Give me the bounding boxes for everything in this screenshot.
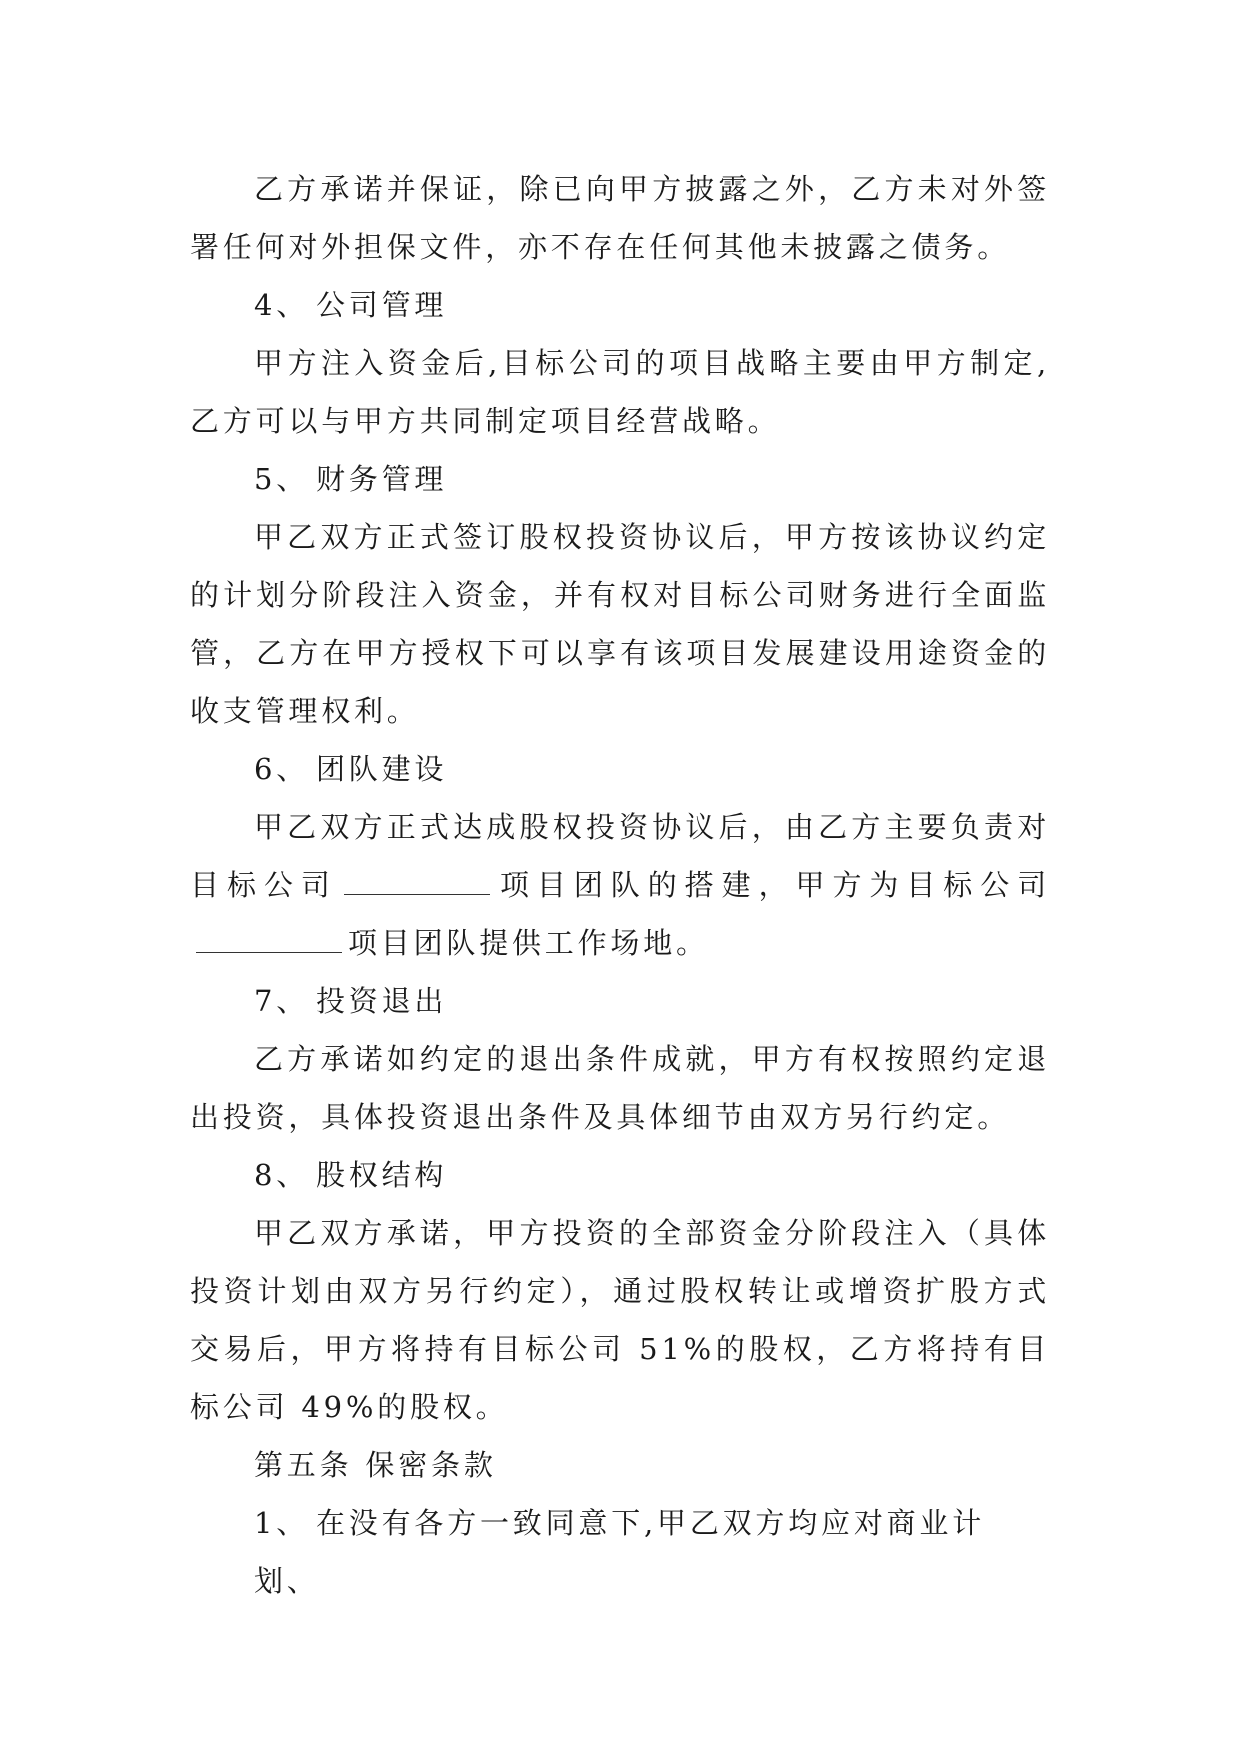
paragraph-equity-structure: 甲乙双方承诺，甲方投资的全部资金分阶段注入（具体投资计划由双方另行约定），通过股权转让或增资扩股方式交易后，甲方将持有目标公司 51%的股权，乙方将持有目标公司 49%的股权。: [190, 1216, 1050, 1424]
section-heading-company-management: [190, 276, 1050, 334]
section-title: 公司管理: [316, 288, 448, 322]
document-body: [190, 160, 1050, 1610]
section-heading-equity-structure: [190, 1146, 1050, 1204]
section-heading-financial-management: [190, 450, 1050, 508]
team-text-part-1: 甲乙双方正式达成股权投资协议后，由乙方主要负责对目标公司: [190, 810, 1050, 902]
article-five-heading: 第五条 保密条款: [254, 1448, 497, 1482]
section-number: 6、: [254, 752, 310, 786]
team-text-part-2: 项目团队的搭建，甲方为目标公司: [495, 868, 1050, 902]
paragraph-investment-exit: 乙方承诺如约定的退出条件成就，甲方有权按照约定退出投资，具体投资退出条件及具体细节由双方另行约定。: [190, 1042, 1050, 1134]
section-number: 8、: [254, 1158, 310, 1192]
clause-one: [190, 1494, 1050, 1610]
section-title: 投资退出: [316, 984, 448, 1018]
section-heading-team-building: [190, 740, 1050, 798]
paragraph-guarantee: 乙方承诺并保证，除已向甲方披露之外，乙方未对外签署任何对外担保文件，亦不存在任何其他未披露之债务。: [190, 172, 1050, 264]
clause-text: 在没有各方一致同意下,甲乙双方均应对商业计划、: [254, 1506, 986, 1598]
clause-number: 1、: [254, 1506, 310, 1540]
section-title: 股权结构: [316, 1158, 448, 1192]
paragraph-company-management: 甲方注入资金后,目标公司的项目战略主要由甲方制定,乙方可以与甲方共同制定项目经营战略。: [190, 346, 1050, 438]
section-number: 7、: [254, 984, 310, 1018]
section-title: 财务管理: [316, 462, 448, 496]
team-text-part-3: 项目团队提供工作场地。: [348, 926, 709, 960]
section-number: 4、: [254, 288, 310, 322]
paragraph-financial-management: 甲乙双方正式签订股权投资协议后，甲方按该协议约定的计划分阶段注入资金，并有权对目标公司财务进行全面监管，乙方在甲方授权下可以享有该项目发展建设用途资金的收支管理权利。: [190, 520, 1050, 728]
paragraph-team-building: [190, 798, 1050, 972]
section-heading-investment-exit: [190, 972, 1050, 1030]
section-title: 团队建设: [316, 752, 448, 786]
fill-blank-1: [344, 872, 490, 895]
section-number: 5、: [254, 462, 310, 496]
fill-blank-2: [196, 930, 342, 953]
